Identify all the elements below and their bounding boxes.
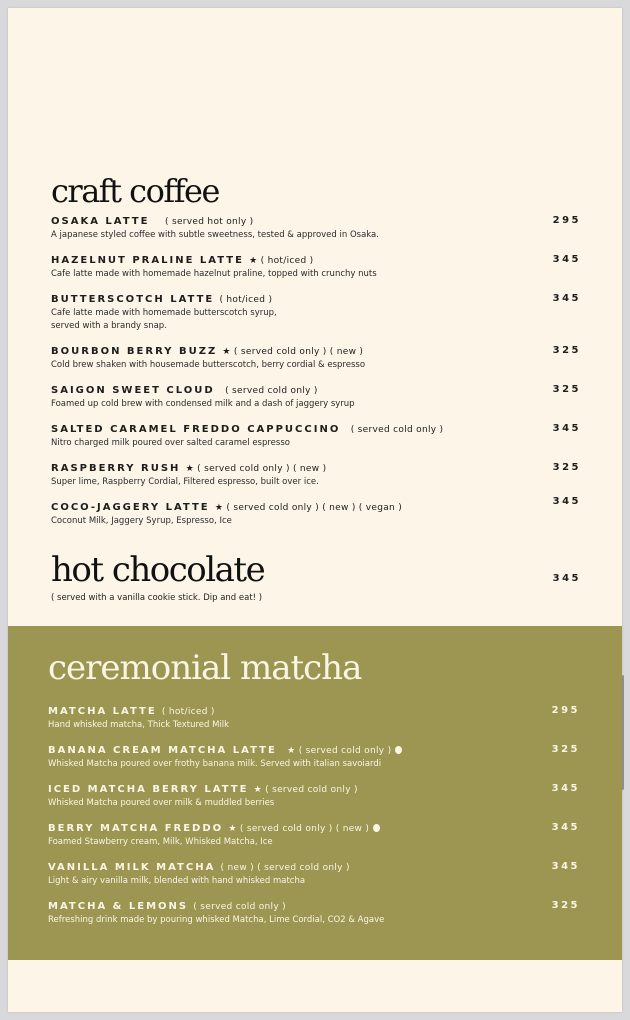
section-title: craft coffee [51,172,219,210]
egg-icon [395,746,402,754]
menu-item [51,254,581,281]
item-price: 345 [552,254,581,265]
section-title: ceremonial matcha [48,648,362,688]
item-tags: ( served hot only ) [165,217,254,227]
menu-item [48,900,580,927]
item-tags: ★ ( hot/iced ) [249,256,314,266]
item-description: Refreshing drink made by pouring whisked Matcha, Lime Cordial, CO2 & Agave [48,915,385,925]
item-price: 345 [552,573,581,584]
item-description: Foamed Stawberry cream, Milk, Whisked Matcha, Ice [48,837,273,847]
item-description: Whisked Matcha poured over frothy banana milk. Served with italian savoiardi [48,759,382,769]
item-tags: ( new ) ( served cold only ) [220,863,350,873]
item-price: 345 [552,423,581,434]
menu-item [48,744,580,771]
item-description: Cafe latte made with homemade butterscotch syrup, [51,308,277,318]
item-description: Cafe latte made with homemade hazelnut praline, topped with crunchy nuts [51,269,377,279]
section-title: hot chocolate [51,550,265,590]
item-description: A japanese styled coffee with subtle sweetness, tested & approved in Osaka. [51,230,379,240]
craft-coffee-section [51,172,581,528]
item-tags: ( hot/iced ) [161,707,215,717]
item-name: BANANA CREAM MATCHA LATTE [48,745,277,756]
menu-item [48,822,580,849]
item-tags: ( served cold only ) [193,902,286,912]
item-tags: ★ ( served cold only ) ( new ) [185,464,327,474]
item-tags: ★ ( served cold only ) [287,746,392,756]
menu-item [51,293,581,333]
item-price: 325 [552,384,581,395]
item-description: Whisked Matcha poured over milk & muddled berries [48,798,275,808]
item-price: 345 [551,822,580,833]
item-description: Coconut Milk, Jaggery Syrup, Espresso, Ice [51,516,232,526]
item-description: Super lime, Raspberry Cordial, Filtered espresso, built over ice. [51,477,319,487]
item-price: 325 [551,900,580,911]
item-description: Cold brew shaken with housemade butterscotch, berry cordial & espresso [51,360,366,370]
item-price: 345 [552,496,581,507]
item-name: SALTED CARAMEL FREDDO CAPPUCCINO [51,424,341,435]
menu-item [51,423,581,450]
menu-item [51,345,581,372]
item-name: RASPBERRY RUSH [51,463,181,474]
item-name: ICED MATCHA BERRY LATTE [48,784,249,795]
item-tags: ( hot/iced ) [219,295,273,305]
item-name: MATCHA LATTE [48,706,157,717]
hot-chocolate-section [51,550,581,603]
item-tags: ( served cold only ) [350,425,444,435]
item-tags: ( served cold only ) [225,386,318,396]
item-description-line-2: served with a brandy snap. [51,321,167,331]
item-name: COCO-JAGGERY LATTE [51,502,210,513]
menu-item [51,462,581,489]
item-description: Hand whisked matcha, Thick Textured Milk [48,720,230,730]
item-name: BUTTERSCOTCH LATTE [51,294,215,305]
item-name: OSAKA LATTE [51,216,150,227]
item-name: SAIGON SWEET CLOUD [51,385,215,396]
item-description: Foamed up cold brew with condensed milk and a dash of jaggery syrup [51,399,355,409]
item-tags: ★ ( served cold only ) ( new ) [222,347,364,357]
item-description: Light & airy vanilla milk, blended with hand whisked matcha [48,876,306,886]
item-tags: ★ ( served cold only ) ( new ) [228,824,370,834]
item-price: 345 [551,783,580,794]
item-price: 345 [552,293,581,304]
item-name: BOURBON BERRY BUZZ [51,346,218,357]
item-name: MATCHA & LEMONS [48,901,189,912]
menu-item [48,861,580,888]
item-price: 295 [552,215,581,226]
item-price: 345 [551,861,580,872]
menu-item [51,496,581,528]
item-price: 325 [552,462,581,473]
ceremonial-matcha-section [48,648,580,927]
menu-item [51,215,581,242]
item-price: 325 [552,345,581,356]
item-tags: ★ ( served cold only ) [253,785,358,795]
menu-item [51,384,581,411]
menu-item [48,783,580,810]
item-description: Nitro charged milk poured over salted caramel espresso [51,438,290,448]
item-price: 325 [551,744,580,755]
item-tags: ★ ( served cold only ) ( new ) ( vegan ) [214,503,403,513]
item-name: HAZELNUT PRALINE LATTE [51,255,244,266]
item-price: 295 [551,705,580,716]
menu-item [48,705,580,732]
hot-chocolate-note: ( served with a vanilla cookie stick. Dip and eat! ) [51,593,263,603]
egg-icon [373,824,380,832]
item-name: BERRY MATCHA FREDDO [48,823,224,834]
item-name: VANILLA MILK MATCHA [48,862,216,873]
